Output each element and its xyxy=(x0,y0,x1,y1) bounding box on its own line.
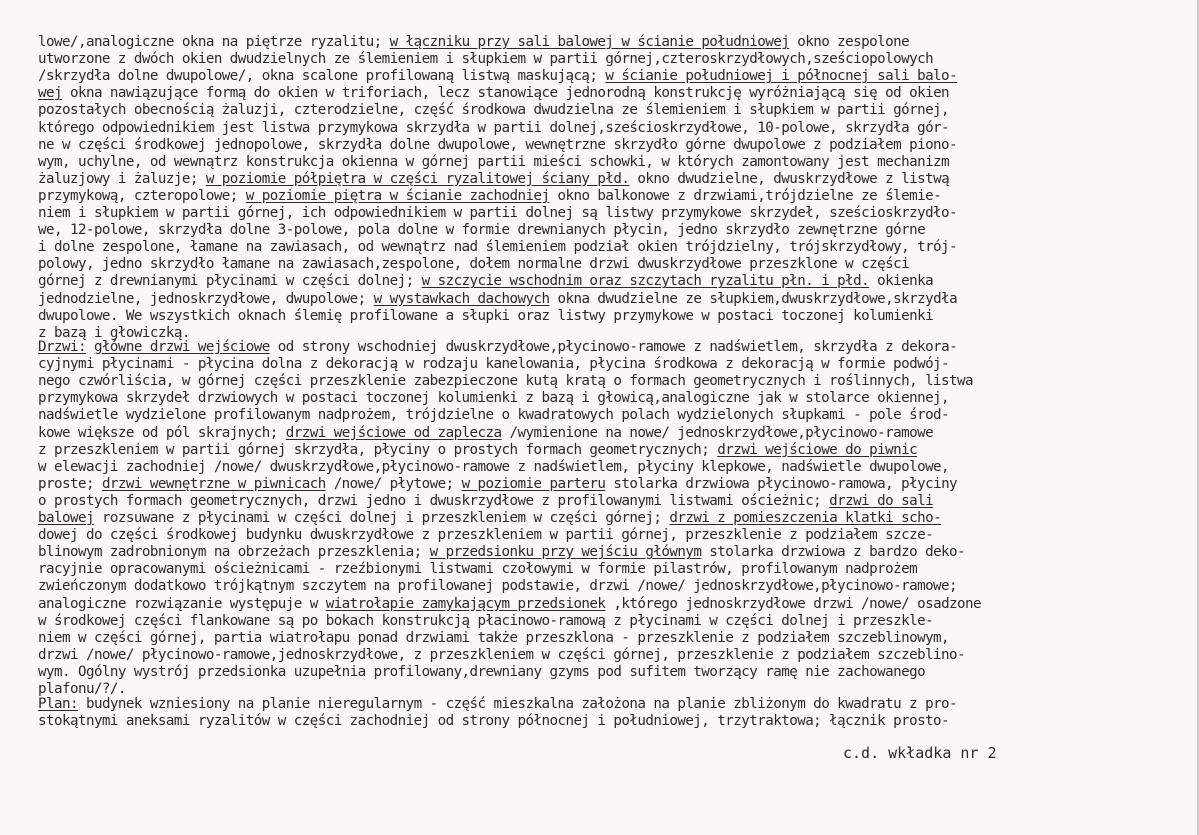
text-run: proste; xyxy=(38,475,102,492)
underlined-heading: Drzwi: xyxy=(38,339,86,355)
text-run: okienka xyxy=(869,273,934,290)
underlined-heading: w ścianie południowej i północnej sali balo- xyxy=(605,68,958,85)
text-run: od strony wschodniej dwuskrzydłowe,płycinowo-ramowe z nadświetlem, skrzydła z dekora- xyxy=(269,339,958,355)
text-run: nadświetle wydzielone profilowanym nadprożem, trójdzielne o kwadratowych polach wydzielonych słupkami - pole środ- xyxy=(38,407,950,424)
text-line xyxy=(38,407,949,424)
text-line xyxy=(38,578,957,595)
text-line xyxy=(38,442,917,459)
text-run: górnej z drewnianymi płycinami w części dolnej; xyxy=(38,273,422,290)
text-run: lowe/,analogiczne okna na piętrze ryzalitu; xyxy=(38,34,390,50)
text-line xyxy=(38,510,941,527)
underlined-heading: drzwi wejściowe od zaplecza xyxy=(285,424,502,441)
text-line xyxy=(38,102,949,119)
text-run: zwieńczonym dodatkowo trójkątnym szczytem na profilowanej podstawie, drzwi /nowe/ jednoskrzydłowe,płycinowo-ramowe; xyxy=(38,578,958,595)
text-run: plafonu/?/. xyxy=(38,681,126,697)
underlined-heading: drzwi z pomieszczenia klatki scho- xyxy=(669,510,942,526)
text-run: okna nawiązujące formą do okien w triforiach, lecz stanowiące jednorodną konstrukcję wyróżniającą się od okien xyxy=(61,85,950,102)
text-line xyxy=(38,34,909,51)
text-line xyxy=(38,544,965,561)
text-line xyxy=(38,527,933,544)
text-line xyxy=(38,613,933,630)
text-run: stolarka drzwiowa z bardzo deko- xyxy=(701,544,966,561)
text-line xyxy=(38,68,957,85)
text-run: budynek wzniesiony na planie nieregularnym - część mieszkalna założona na planie zbliżonym do kwadratu z pro- xyxy=(77,696,958,712)
text-line xyxy=(38,239,957,256)
text-line xyxy=(38,713,949,730)
text-run: wym, uchylne, od wewnątrz konstrukcja okienna w górnej partii mieści schowki, w których zamontowany jest mechanizm xyxy=(38,153,950,170)
text-line xyxy=(38,459,949,476)
text-run: przymykowa skrzydeł drzwiowych w postaci toczonej kolumienki z bazą i głowicą,analogiczne jak w stolarce okiennej, xyxy=(38,390,950,407)
text-run: rozsuwane z płycinami w części dolnej i przeszkleniem w części górnej; xyxy=(93,510,670,526)
text-run: wym. Ogólny wystrój przedsionka uzupełnia profilowany,drewniany gzyms pod sufitem tworzący ramę nie zachowanego xyxy=(38,663,926,680)
text-run: o prostych formach geometrycznych, drzwi jedno i dwuskrzydłowe z profilowanymi listwami ościeżnic; xyxy=(38,492,830,509)
text-line xyxy=(38,51,933,68)
underlined-heading: drzwi wejściowe do piwnic xyxy=(717,441,918,458)
text-line xyxy=(38,154,949,171)
underlined-heading: główne drzwi wejściowe xyxy=(93,339,270,355)
text-run: w środkowej części flankowane są po bokach konstrukcją płacinowo-ramową z płycinami w części dolnej i przeszkle- xyxy=(38,612,934,629)
text-line xyxy=(38,373,973,390)
text-run: racyjnie opracowanymi ościeżnicami - rzeźbionymi listwami czołowymi w formie pilastrów, profilowanym nadprożem xyxy=(38,561,918,578)
underlined-heading: Plan: xyxy=(38,696,78,712)
text-line xyxy=(38,308,933,325)
text-line xyxy=(38,188,941,205)
text-run: żaluzjowy i żaluzje; xyxy=(38,170,206,187)
text-line xyxy=(38,137,957,154)
text-run: dwupolowe. We wszystkich oknach ślemię profilowane a słupki oraz listwy przymykowe w postaci toczonej kolumienki xyxy=(38,307,934,324)
text-run: /nowe/ płytowe; xyxy=(325,475,462,492)
underlined-heading: drzwi wewnętrzne w piwnicach xyxy=(101,475,326,492)
text-line xyxy=(38,561,917,578)
text-line xyxy=(38,493,933,510)
text-run: blinowym zadrobnionym na obrzeżach przeszklenia; xyxy=(38,544,430,561)
text-run: okno dwudzielne, dwuskrzydłowe z listwą xyxy=(629,170,950,187)
text-run: cyjnymi płycinami - płycina dolna z dekoracją w rodzaju kanelowania, płycina środkowa z dekoracją w formie podwój- xyxy=(38,356,950,373)
text-line xyxy=(38,171,949,188)
text-run: /skrzydła dolne dwupolowe/, okna scalone profilowaną listwą maskującą; xyxy=(38,68,606,85)
text-run xyxy=(86,339,94,355)
text-run: przymykową, czteropolowe; xyxy=(38,187,246,204)
text-run: niem i słupkiem w partii górnej, ich odpowiednikiem w partii dolnej są listwy przymykowe skrzydeł, sześcioskrzydło- xyxy=(38,205,958,221)
text-run: nego czwórliścia, w górnej części przeszklenie zabezpieczone kutą kratą o formach geometrycznych i roślinnych, listwa xyxy=(38,373,974,390)
text-run: dowej do części środkowej budynku dwuskrzydłowe z przeszkleniem w partii górnej, przeszklenie z podziałem szcze- xyxy=(38,527,934,544)
text-line xyxy=(38,222,925,239)
text-line xyxy=(38,596,981,613)
underlined-heading: w wystawkach dachowych xyxy=(373,290,550,307)
underlined-heading: w poziomie piętra w ścianie zachodniej xyxy=(245,187,550,204)
text-line xyxy=(38,291,957,308)
text-run: utworzone z dwóch okien dwudzielnych ze ślemieniem i słupkiem w partii górnej,czteroskrzydłowych,sześciopolowych xyxy=(38,51,934,68)
text-line xyxy=(38,696,957,713)
underlined-heading: w łączniku przy sali balowej w ścianie południowej xyxy=(389,34,790,50)
underlined-heading: w poziomie parteru xyxy=(461,475,606,492)
text-line xyxy=(38,120,949,137)
text-line xyxy=(38,205,957,222)
text-run: ,którego jednoskrzydłowe drzwi /nowe/ osadzone xyxy=(605,595,982,612)
text-run: stokątnymi aneksami ryzalitów w części zachodniej od strony północnej i południowej, trzytraktowa; łącznik prosto- xyxy=(38,713,950,730)
text-line xyxy=(38,476,957,493)
text-line xyxy=(38,390,949,407)
text-run: okno zespolone xyxy=(789,34,910,50)
text-run: i dolne zespolone, łamane na zawiasach, od wewnątrz nad ślemieniem podział okien trójdzielny, trójskrzydłowy, trój- xyxy=(38,239,958,256)
continuation-note: c.d. wkładka nr 2 xyxy=(843,744,997,762)
text-line xyxy=(38,664,925,681)
text-line xyxy=(38,339,957,356)
text-run: stolarka drzwiowa płycinowo-ramowa, płyciny xyxy=(605,475,958,492)
text-run: we, 12-polowe, skrzydła dolne 3-polowe, pola dolne w formie drewnianych płycin, jedno skrzydło zewnętrzne górne xyxy=(38,222,926,239)
text-run: z bazą i głowiczką. xyxy=(38,324,190,341)
underlined-heading: wej xyxy=(38,85,62,102)
text-line xyxy=(38,356,949,373)
text-run: niem w części górnej, partia wiatrołapu ponad drzwiami także przeszklona - przeszklenie z podziałem szczeblinowym, xyxy=(38,629,950,646)
text-run: /wymienione na nowe/ jednoskrzydłowe,płycinowo-ramowe xyxy=(501,424,934,441)
underlined-heading: balowej xyxy=(38,510,94,526)
text-run: z przeszkleniem w partii górnej skrzydła, płyciny o prostych formach geometrycznych; xyxy=(38,441,718,458)
text-run: jednodzielne, jednoskrzydłowe, dwupolowe; xyxy=(38,290,374,307)
text-run: okno balkonowe z drzwiami,trójdzielne ze ślemie- xyxy=(549,187,942,204)
text-run: analogiczne rozwiązanie występuje w xyxy=(38,595,326,612)
underlined-heading: w szczycie wschodnim oraz szczytach ryzalitu płn. i płd. xyxy=(421,273,870,290)
underlined-heading: drzwi do sali xyxy=(829,492,934,509)
text-run: okna dwudzielne ze słupkiem,dwuskrzydłowe,skrzydła xyxy=(549,290,958,307)
underlined-heading: w poziomie półpiętra w części ryzalitowej ściany płd. xyxy=(205,170,630,187)
underlined-heading: wiatrołapie zamykającym przedsionek xyxy=(325,595,606,612)
text-run: w elewacji zachodniej /nowe/ dwuskrzydłowe,płycinowo-ramowe z nadświetlem, płyciny klepkowe, nadświetle dwupolowe, xyxy=(38,458,950,475)
text-line xyxy=(38,425,933,442)
text-run: którego odpowiednikiem jest listwa przymykowa skrzydła w partii dolnej,sześcioskrzydłowe, 10-polowe, skrzydła gór- xyxy=(38,119,950,136)
text-run: drzwi /nowe/ płycinowo-ramowe,jednoskrzydłowe, z przeszkleniem w części górnej, przeszklenie z podziałem szczeblino- xyxy=(38,646,966,663)
text-run: pozostałych obecnością żaluzji, czterodzielne, część środkowa dwudzielna ze ślemieniem i słupkiem w partii górnej, xyxy=(38,102,950,119)
text-line xyxy=(38,630,949,647)
text-line xyxy=(38,273,933,290)
text-line xyxy=(38,256,909,273)
text-run: ne w części środkowej jednopolowe, skrzydła dolne dwupolowe, wewnętrzne skrzydło górne dwupolowe z podziałem piono- xyxy=(38,136,958,153)
text-run: kowe większe od pól skrajnych; xyxy=(38,424,286,441)
text-line xyxy=(38,647,965,664)
text-run: polowy, jedno skrzydło łamane na zawiasach,zespolone, dołem normalne drzwi dwuskrzydłowe przeszklone w części xyxy=(38,256,910,273)
underlined-heading: w przedsionku przy wejściu głównym xyxy=(429,544,702,561)
text-line xyxy=(38,85,949,102)
